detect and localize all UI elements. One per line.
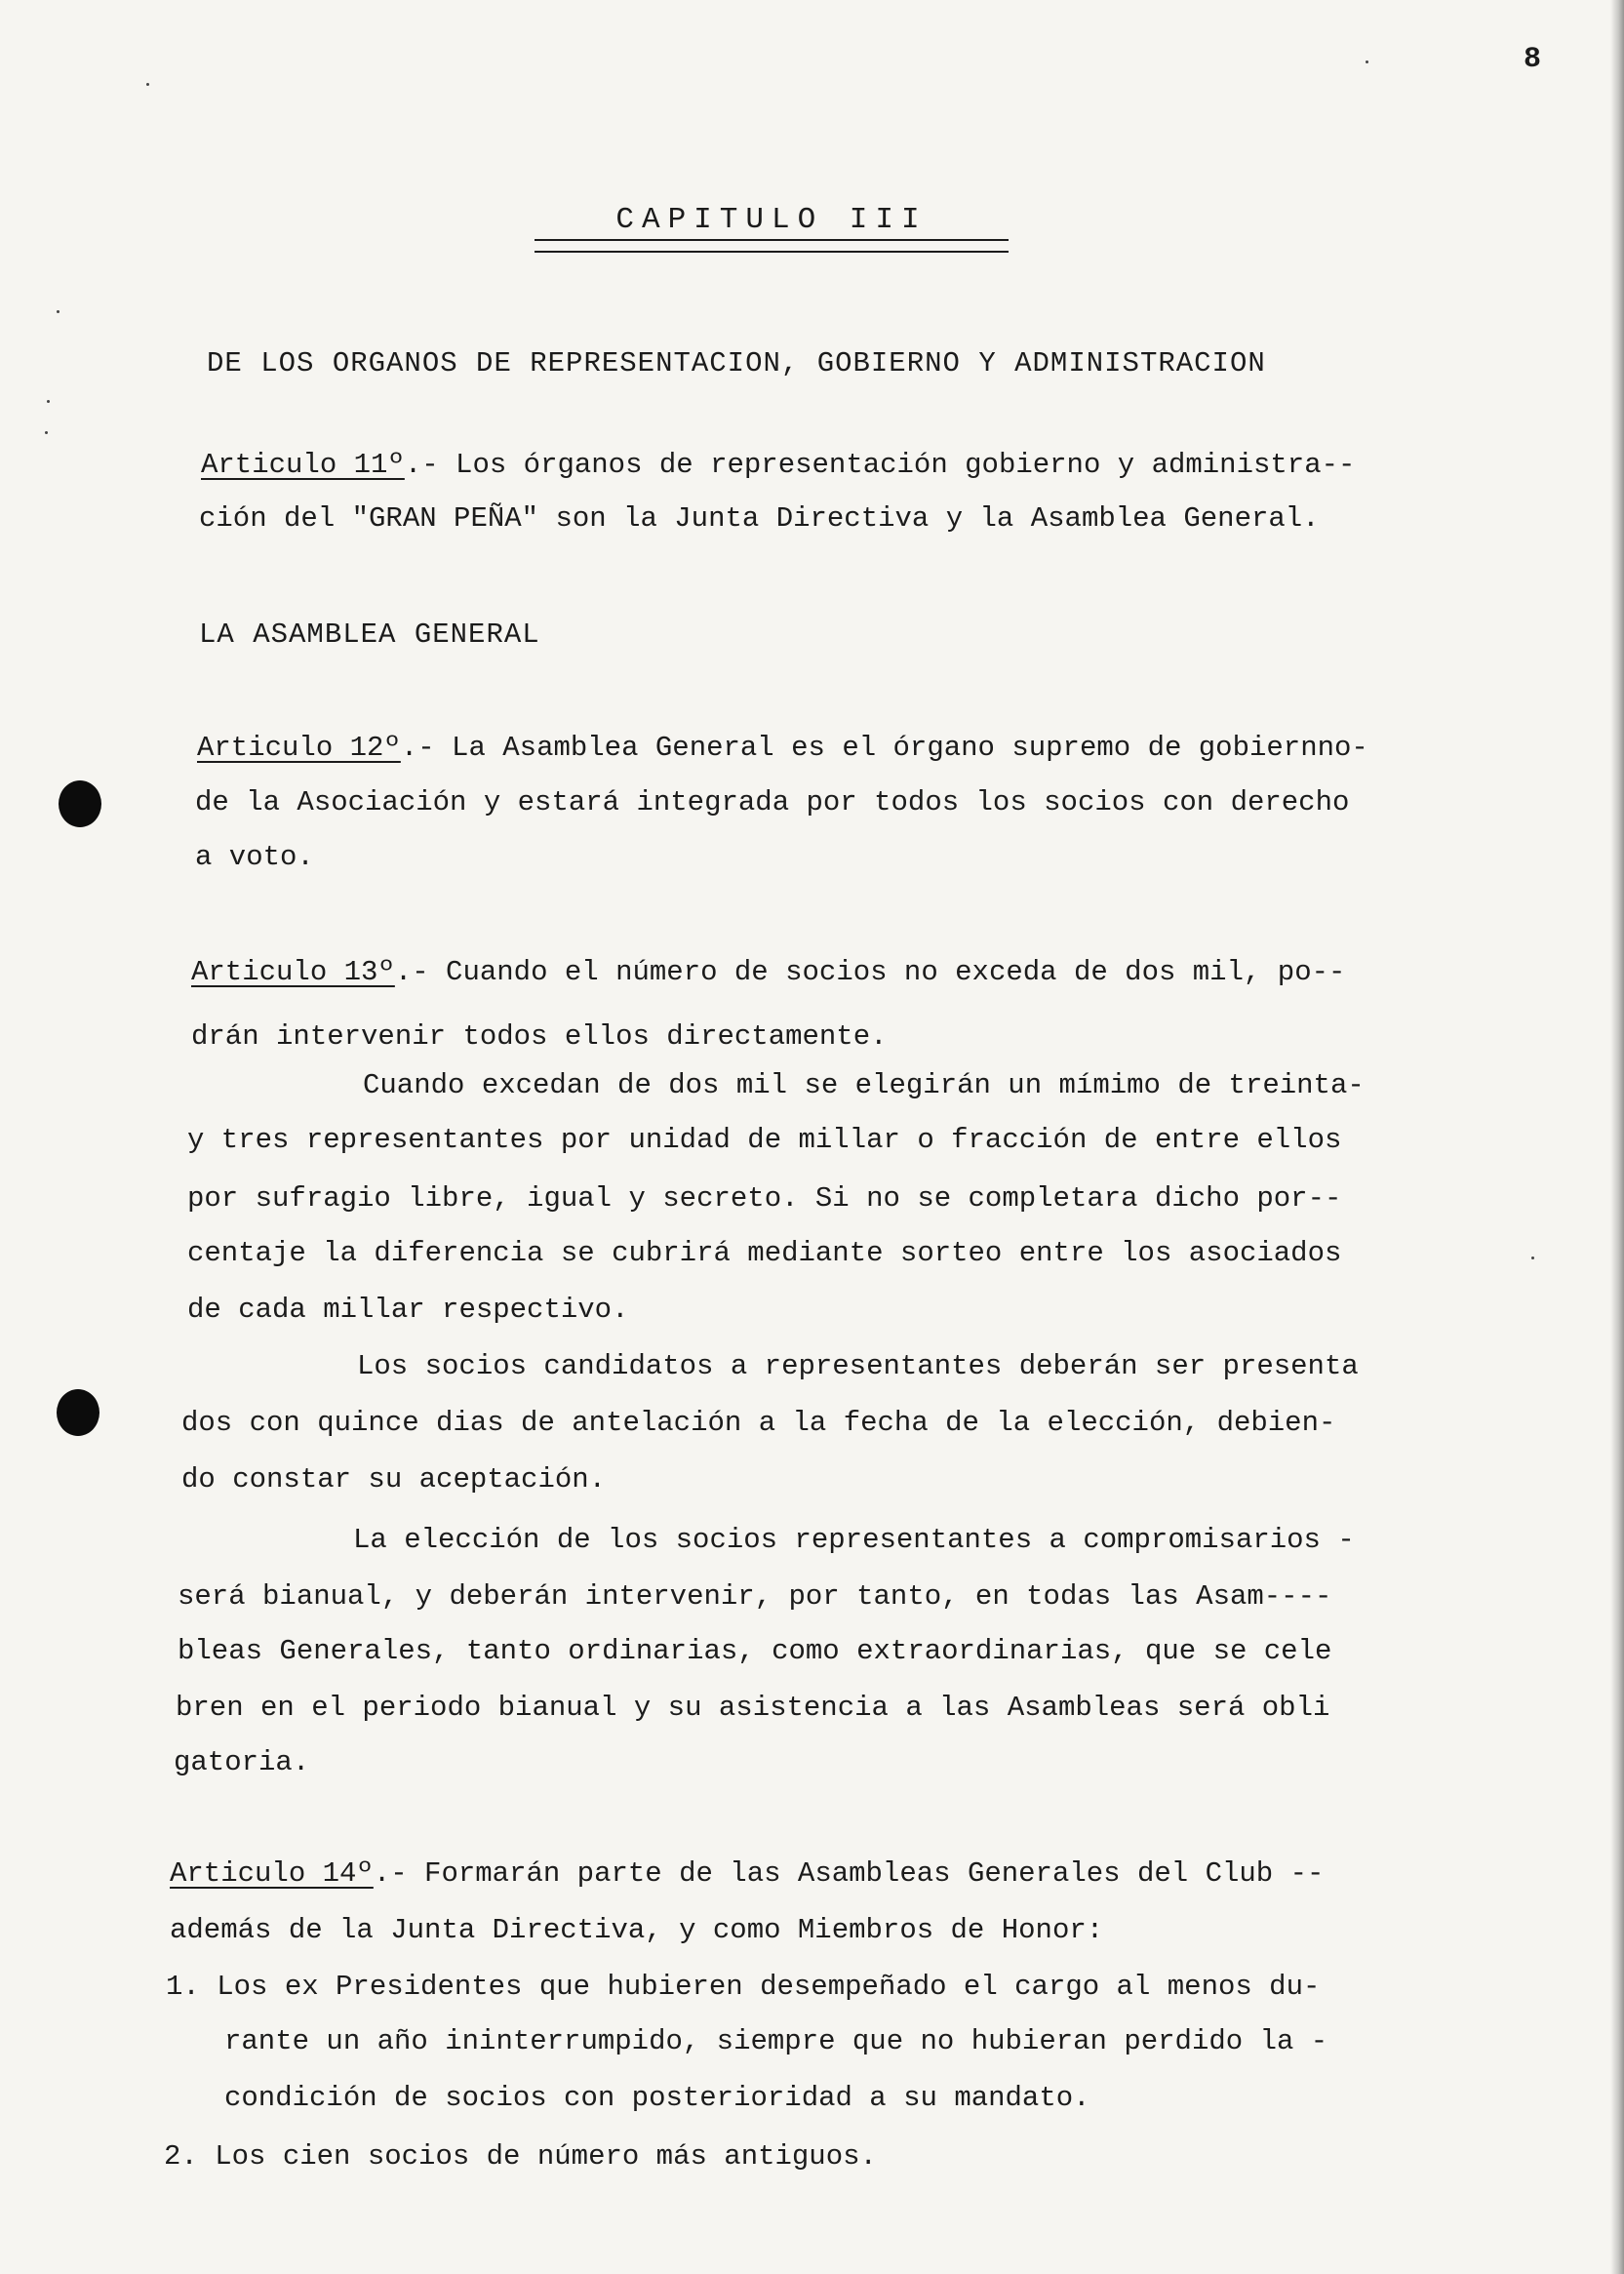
scan-speck [45,431,48,434]
scan-speck [47,400,50,403]
article-13-paragraph-3-line-3: do constar su aceptación. [181,1463,607,1496]
article-14-label: Articulo 14º [170,1857,374,1890]
article-13-paragraph-4-line-2: será bianual, y deberán intervenir, por tanto, en todas las Asam---- [178,1580,1332,1613]
punch-hole-top [59,780,101,827]
article-14-item-1-line-2: rante un año ininterrumpido, siempre que no hubieran perdido la - [224,2025,1328,2057]
article-13-paragraph-3-line-2: dos con quince dias de antelación a la fecha de la elección, debien- [181,1407,1336,1439]
chapter-title [535,203,1009,253]
punch-hole-bottom [57,1389,99,1436]
scan-speck [1366,60,1368,63]
article-13-paragraph-4-line-4: bren en el periodo bianual y su asistencia a las Asambleas será obli [176,1692,1330,1724]
chapter-title-text: CAPITULO III [615,203,928,237]
scan-speck [57,310,59,313]
chapter-title-double-rule [535,239,1009,253]
article-12-line-1 [197,732,1368,765]
article-13-paragraph-4-line-5: gatoria. [174,1746,310,1778]
scan-speck [1531,1257,1534,1259]
article-14-item-1-line-3: condición de socios con posterioridad a su mandato. [224,2082,1090,2114]
article-13-paragraph-2-line-3: por sufragio libre, igual y secreto. Si no se completara dicho por-- [187,1182,1342,1215]
article-13-label: Articulo 13º [191,956,395,988]
article-12-label: Articulo 12º [197,732,401,764]
article-11-label: Articulo 11º [201,449,405,481]
article-13-line-1 [191,956,1345,989]
article-11-line-2: ción del "GRAN PEÑA" son la Junta Directiva y la Asamblea General. [199,502,1320,535]
article-11-text: .- Los órganos de representación gobierno y administra-- [404,449,1356,481]
article-13-paragraph-2-line-5: de cada millar respectivo. [187,1294,629,1326]
page-number: 8 [1524,43,1542,76]
article-12-line-2: de la Asociación y estará integrada por todos los socios con derecho [195,786,1350,818]
article-14-item-2-line-1: 2. Los cien socios de número más antiguos. [164,2140,877,2173]
article-13-paragraph-2-line-4: centaje la diferencia se cubrirá mediante sorteo entre los asociados [187,1237,1342,1269]
article-13-paragraph-3-line-1: Los socios candidatos a representantes deberán ser presenta [357,1350,1359,1382]
article-14-line-1 [170,1857,1324,1891]
article-14-text: .- Formarán parte de las Asambleas Generales del Club -- [373,1857,1325,1890]
article-13-line-2: drán intervenir todos ellos directamente. [191,1020,888,1053]
article-12-text: .- La Asamblea General es el órgano supremo de gobiernno- [400,732,1368,764]
section-heading: DE LOS ORGANOS DE REPRESENTACION, GOBIERNO Y ADMINISTRACION [207,347,1266,379]
article-13-paragraph-4-line-1: La elección de los socios representantes a compromisarios - [353,1524,1355,1556]
article-11-line-1 [201,449,1355,482]
scan-speck [146,83,149,86]
article-14-line-2: además de la Junta Directiva, y como Miembros de Honor: [170,1914,1104,1946]
subheading-asamblea-general: LA ASAMBLEA GENERAL [199,618,540,651]
article-13-paragraph-4-line-3: bleas Generales, tanto ordinarias, como extraordinarias, que se cele [178,1635,1332,1667]
scan-edge-shadow [1610,0,1624,2274]
article-12-line-3: a voto. [195,841,314,873]
article-13-text: .- Cuando el número de socios no exceda de dos mil, po-- [394,956,1346,988]
article-14-item-1-line-1: 1. Los ex Presidentes que hubieren desempeñado el cargo al menos du- [166,1971,1321,2003]
article-13-paragraph-2-line-2: y tres representantes por unidad de millar o fracción de entre ellos [187,1124,1342,1156]
article-13-paragraph-2-line-1: Cuando excedan de dos mil se elegirán un mímimo de treinta- [363,1069,1365,1101]
